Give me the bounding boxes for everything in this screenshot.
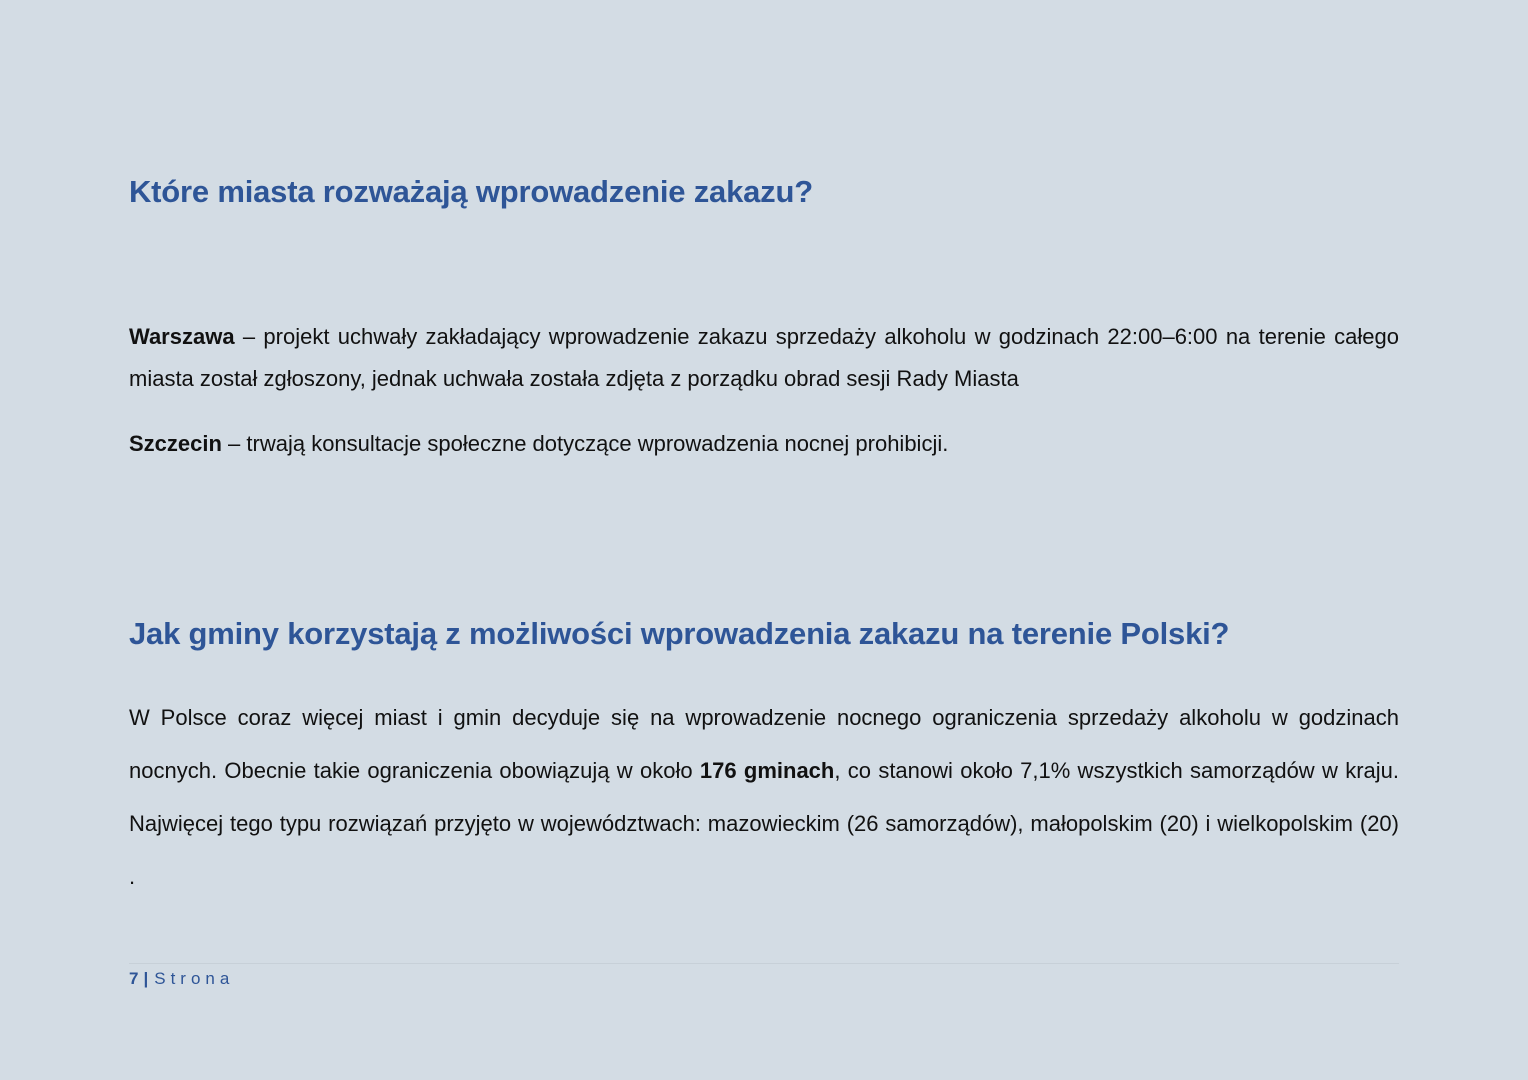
paragraph-poland-text-start: W Polsce coraz więcej miast i gmin decyduje się na wprowadzenie nocnego ograniczenia sprzedaży alkoholu w godzinach nocnych. Obecnie takie ograniczenia obowiązują w około [129,705,1399,783]
paragraph-poland [129,691,1399,903]
paragraph-warszawa-text: – projekt uchwały zakładający wprowadzenie zakazu sprzedaży alkoholu w godzinach 22:00–6:00 na terenie całego miasta został zgłoszony, jednak uchwała została zdjęta z porządku obrad sesji Rady Miasta [129,324,1399,391]
page-footer [129,969,234,989]
paragraph-szczecin-text: – trwają konsultacje społeczne dotyczące wprowadzenia nocnej prohibicji. [221,431,949,456]
page-label: Strona [154,969,235,988]
footer-divider [129,963,1399,964]
paragraph-szczecin [129,423,1399,465]
paragraph-poland-highlight: 176 gminach [699,758,835,783]
page-number: 7 [129,969,139,988]
paragraph-warszawa [129,316,1399,400]
footer-separator: | [143,969,149,988]
city-name-warszawa: Warszawa [129,324,235,349]
section-heading-cities: Które miasta rozważają wprowadzenie zakazu? [129,174,813,209]
city-name-szczecin: Szczecin [129,431,222,456]
paragraph-poland-text-end: , co stanowi około 7,1% wszystkich samorządów w kraju. Najwięcej tego typu rozwiązań przyjęto w województwach: mazowieckim (26 samorządów), małopolskim (20) i wielkopolskim (20) . [129,758,1399,889]
section-heading-poland: Jak gminy korzystają z możliwości wprowadzenia zakazu na terenie Polski? [129,616,1230,651]
